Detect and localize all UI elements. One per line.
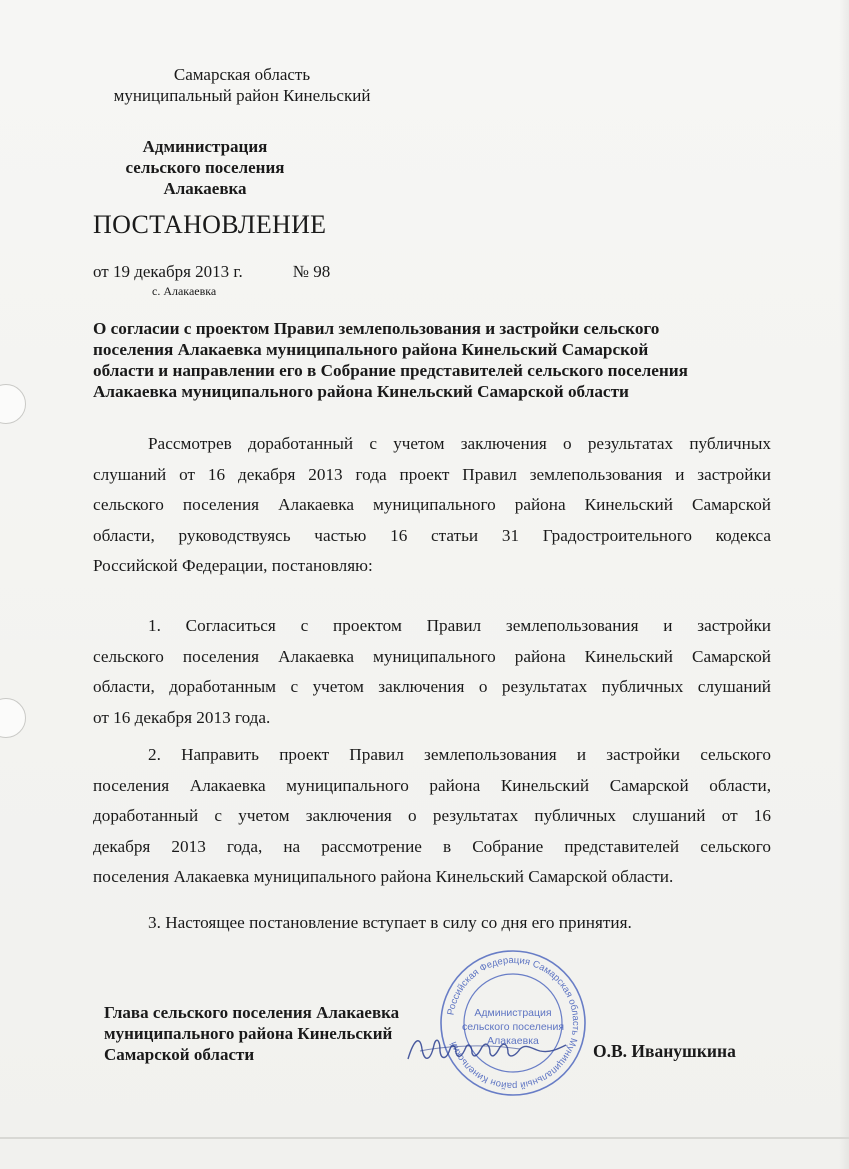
subject-line: поселения Алакаевка муниципального района Кинельский Самарской: [93, 340, 649, 359]
seal-inner-line: сельского поселения: [461, 1021, 565, 1033]
signatory-line: муниципального района Кинельский: [104, 1024, 393, 1043]
text-line: Рассмотрев доработанный с учетом заключения о результатах публичных: [148, 434, 771, 453]
signatory-line: Глава сельского поселения Алакаевка: [104, 1003, 400, 1022]
date-number-line: [93, 262, 330, 282]
document-date: от 19 декабря 2013 г.: [93, 262, 243, 281]
intro-paragraph: [93, 429, 771, 582]
text-line: 2. Направить проект Правил землепользования и застройки сельского: [148, 745, 771, 764]
text-line: области, доработанным с учетом заключения о результатах публичных слушаний: [93, 677, 771, 696]
seal-outer-text: Российская Федерация Самарская область Муниципальный район Кинельский: [445, 954, 582, 1092]
admin-line: Администрация: [142, 137, 268, 156]
text-line: декабря 2013 года, на рассмотрение в Собрание представителей сельского: [93, 836, 771, 856]
page-edge-shadow: [839, 0, 849, 1169]
document-place: с. Алакаевка: [152, 284, 217, 298]
administration-header: [90, 136, 320, 199]
seal-inner-line: Администрация: [474, 1007, 552, 1019]
seal-inner-line: Алакаевка: [487, 1035, 539, 1047]
signatory-title: [104, 1002, 399, 1065]
item-3-paragraph: [93, 908, 771, 939]
district-line: муниципальный район Кинельский: [113, 86, 371, 105]
signatory-line: Самарской области: [104, 1045, 255, 1064]
document-title: ПОСТАНОВЛЕНИЕ: [93, 210, 327, 239]
text-line: поселения Алакаевка муниципального района Кинельский Самарской области.: [93, 867, 674, 886]
subject-line: области и направлении его в Собрание представителей сельского поселения: [93, 361, 688, 380]
text-line: сельского поселения Алакаевка муниципального района Кинельский Самарской: [93, 495, 771, 514]
text-line: 1. Согласиться с проектом Правил землепользования и застройки: [148, 616, 771, 635]
text-line: слушаний от 16 декабря 2013 года проект Правил землепользования и застройки: [93, 464, 771, 484]
item-2-paragraph: [93, 740, 771, 893]
text-line: области, руководствуясь частью 16 статьи 31 Градостроительного кодекса: [93, 525, 771, 545]
region-line: Самарская область: [173, 65, 311, 84]
text-line: от 16 декабря 2013 года.: [93, 707, 271, 727]
admin-line: сельского поселения: [125, 158, 285, 177]
punch-hole: [0, 698, 26, 738]
text-line: поселения Алакаевка муниципального района Кинельский Самарской области,: [93, 775, 771, 795]
text-line: Российской Федерации, постановляю:: [93, 556, 373, 575]
handwritten-signature: [400, 1015, 570, 1085]
region-header: [82, 64, 402, 106]
admin-line: Алакаевка: [163, 179, 247, 198]
document-number: № 98: [292, 262, 331, 281]
text-line: сельского поселения Алакаевка муниципального района Кинельский Самарской: [93, 646, 771, 666]
subject-line: О согласии с проектом Правил землепользования и застройки сельского: [93, 319, 660, 338]
punch-hole: [0, 384, 26, 424]
text-line: доработанный с учетом заключения о результатах публичных слушаний от 16: [93, 806, 771, 825]
subject-line: Алакаевка муниципального района Кинельский Самарской области: [93, 382, 629, 401]
page-bottom-edge: [0, 1137, 849, 1139]
item-1-paragraph: [93, 611, 771, 733]
document-subject: [93, 318, 753, 402]
signatory-name: О.В. Иванушкина: [593, 1041, 736, 1061]
text-line: 3. Настоящее постановление вступает в силу со дня его принятия.: [148, 913, 632, 932]
